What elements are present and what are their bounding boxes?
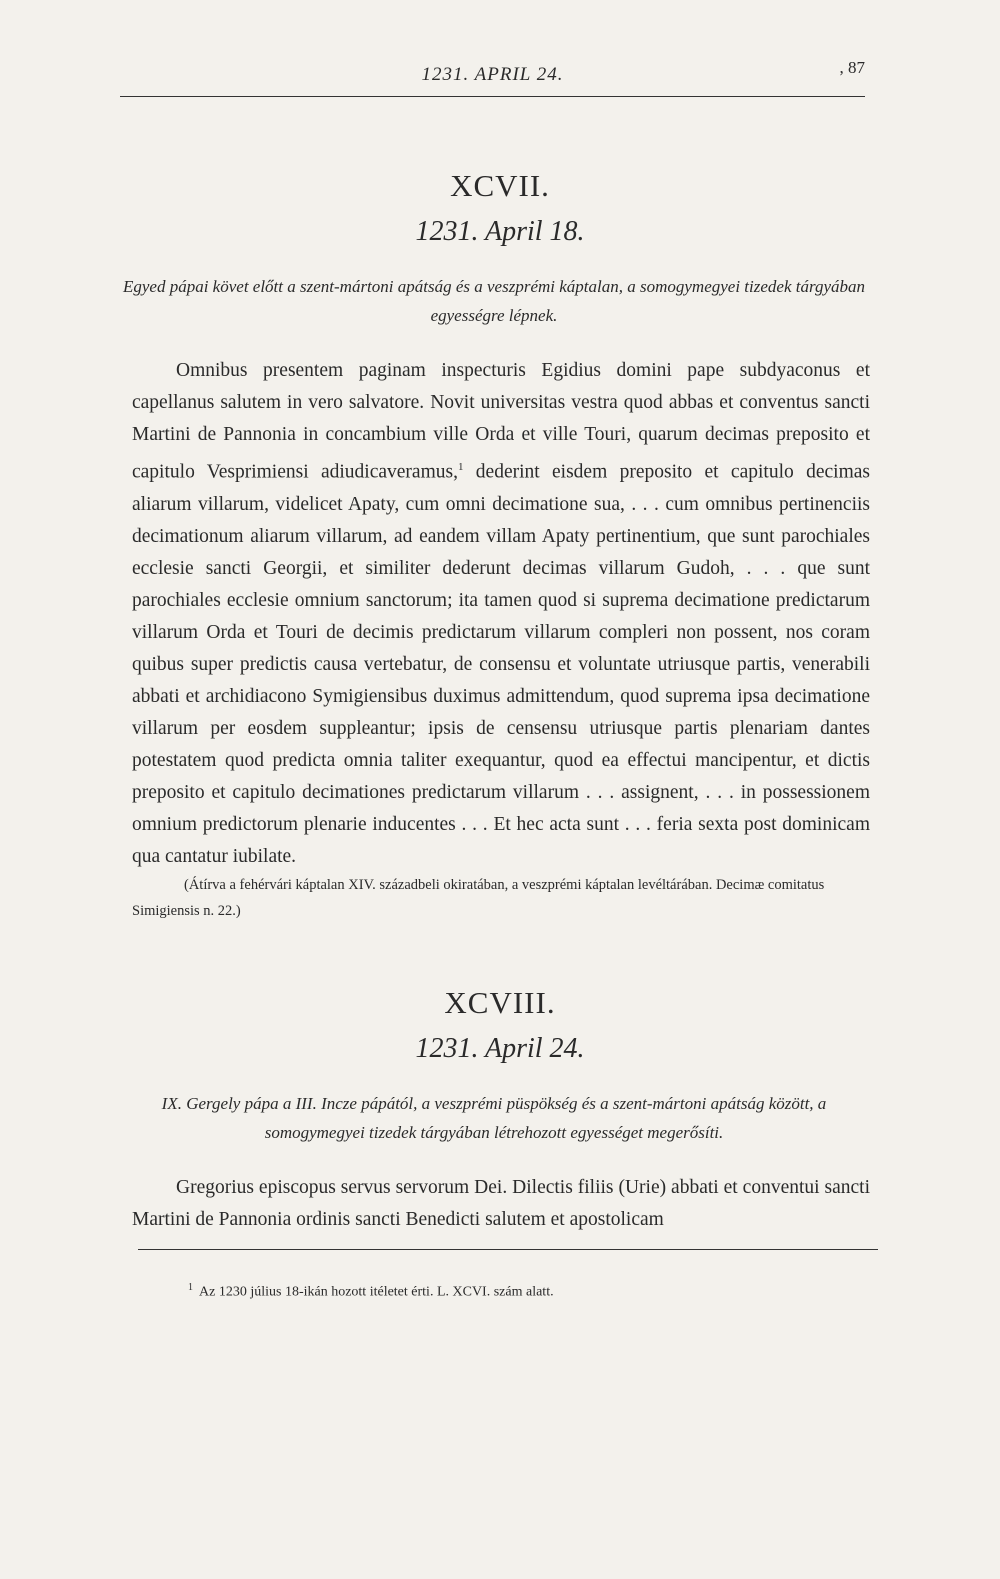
document-body-part: dederint eisdem preposito et capitulo decimas aliarum villarum, videlicet Apaty, cum omni decimatione sua, . . . cum omnibus pertinenciis decimationum aliarum villarum, ad eandem villam Apaty pertinentium, que sunt parochiales ecclesie sancti Georgii, et similiter dederunt decimas villarum Gudoh, . . . que sunt parochiales ecclesie omnium sanctorum; ita tamen quod si suprema decimatione predictarum villarum Orda et Touri de decimis predictarum villarum compleri non possent, nos coram quibus super predictis causa vertebatur, de consensu et voluntate utriusque partis, venerabili abbati et archidiacono Symigiensibus duximus admittendum, quod suprema ipsa decimatione villarum per eosdem suppleantur; ipsis de censensu utriusque partis plenariam dantes potestatem quod predicta omnia taliter exequantur, quod ea effectui mancipentur, et dictis preposito et capitulo decimationes predictarum villarum . . . assignent, . . . in possessionem omnium predictorum plenarie inducentes . . . Et hec acta sunt . . . feria sexta post dominicam qua cantatur iubilate.: [132, 461, 870, 867]
footnote-rule: [138, 1249, 878, 1250]
document-number: XCVII.: [450, 168, 550, 203]
document-number: XCVIII.: [444, 985, 556, 1020]
running-head-title: 1231. APRIL 24.: [421, 64, 564, 85]
page-number: , 87: [839, 58, 865, 77]
footnote: [188, 1282, 788, 1301]
document-date: 1231. April 18.: [415, 216, 585, 247]
running-head: [120, 56, 865, 97]
footnote-reference: 1: [457, 461, 464, 473]
document-body: Gregorius episcopus servus servorum Dei. Dilectis filiis (Urie) abbati et conventui sancti Martini de Pannonia ordinis sancti Benedicti salutem et apostolicam: [132, 1177, 870, 1230]
document-date: 1231. April 24.: [415, 1033, 585, 1064]
footnote-mark: 1: [188, 1282, 193, 1293]
document-body-part: Omnibus presentem paginam inspecturis Egidius domini pape subdyaconus et capellanus salutem in vero salvatore. Novit universitas vestra quod abbas et conventus sancti Martini de Pannonia in concambium ville Orda et ville Touri, quarum decimas preposito et capitulo Vesprimiensi adiudicaveramus,: [132, 360, 870, 483]
document-summary: Egyed pápai követ előtt a szent-mártoni apátság és a veszprémi káptalan, a somogymegyei tizedek tárgyában egyességre lépnek.: [122, 277, 866, 325]
document-summary: IX. Gergely pápa a III. Incze pápától, a veszprémi püspökség és a szent-mártoni apátság között, a somogymegyei tizedek tárgyában létrehozott egyességet megerősíti.: [161, 1094, 827, 1142]
document-body: [132, 355, 870, 873]
source-note: (Átírva a fehérvári káptalan XIV. századbeli okiratában, a veszprémi káptalan levéltárában. Decimæ comitatus Simigiensis n. 22.): [132, 877, 825, 919]
footnote-text: Az 1230 július 18-ikán hozott itéletet érti. L. XCVI. szám alatt.: [199, 1284, 554, 1300]
